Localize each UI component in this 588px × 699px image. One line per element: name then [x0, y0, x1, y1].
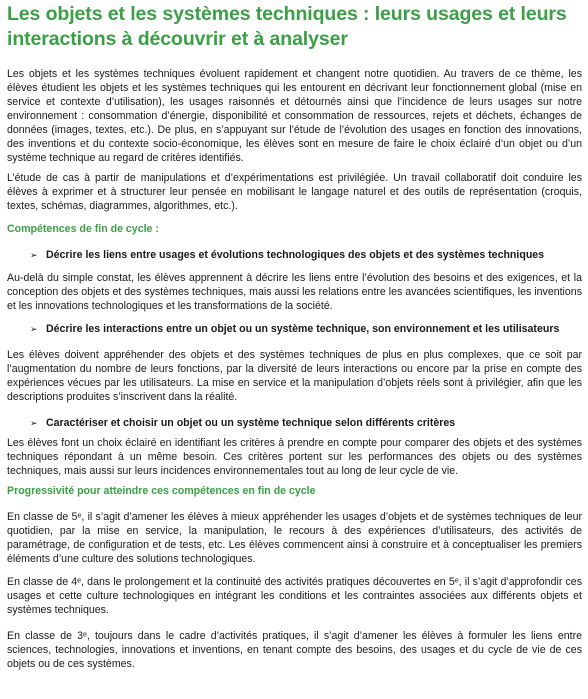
competence-paragraph-1: Au-delà du simple constat, les élèves apprennent à décrire les liens entre l’évolution des besoins et des exigences, et la conception des objets et des systèmes techniques, mais aussi les relations entre les avancées scientifiques, les inventions et les innovations technologiques et les transformations de la société. [7, 272, 582, 312]
competence-paragraph-3: Les élèves font un choix éclairé en identifiant les critères à prendre en compte pour comparer des objets et des systèmes techniques répondant à un même besoin. Ces critères portent sur les performances des objets ou des systèmes techniques, mais aussi sur leurs incidences environnementales tout au long de leur cycle de vie. [7, 437, 582, 477]
competence-heading-text: Caractériser et choisir un objet ou un système technique selon différents critères [46, 417, 456, 429]
progressivite-paragraph-4e: En classe de 4ᵉ, dans le prolongement et la continuité des activités pratiques découvertes en 5ᵉ, il s’agit d’approfondir ces usages et cette culture technologiques en intégrant les conditions et les contraintes associées aux différents objets et systèmes techniques. [7, 576, 582, 616]
competence-heading-2 [7, 322, 582, 336]
competence-paragraph-2: Les élèves doivent appréhender des objets et des systèmes techniques de plus en plus complexes, que ce soit par l’augmentation du nombre de leurs fonctions, par la diversité de leurs interactions ou encore par la prise en compte des expériences vécues par les utilisateurs. La mise en service et la manipulation d’objets réels sont à privilégier, afin que les descriptions produites s’inscrivent dans la réalité. [7, 349, 582, 403]
progressivite-paragraph-5e: En classe de 5ᵉ, il s’agit d’amener les élèves à mieux appréhender les usages d’objets et de systèmes techniques de leur quotidien, par la mise en service, la manipulation, le recours à des expériences d’utilisateurs, des activités de paramétrage, de configuration et de tests, etc. Les élèves commencent ainsi à construire et à conceptualiser les premiers éléments d’une culture des solutions technologiques. [7, 511, 582, 565]
competences-heading: Compétences de fin de cycle : [7, 223, 159, 235]
arrow-bullet-icon: ➢ [30, 324, 38, 334]
page-title: Les objets et les systèmes techniques : leurs usages et leurs interactions à découvrir et à analyser [7, 3, 567, 50]
progressivite-paragraph-3e: En classe de 3ᵉ, toujours dans le cadre d’activités pratiques, il s’agit d’amener les élèves à formuler les liens entre sciences, technologies, innovations et inventions, en tenant compte des besoins, des usages et du cycle de vie de ces objets ou de ces systèmes. [7, 630, 582, 670]
competence-heading-3 [7, 416, 582, 430]
competence-heading-1 [7, 248, 582, 262]
arrow-bullet-icon: ➢ [30, 418, 38, 428]
progressivite-heading: Progressivité pour atteindre ces compétences en fin de cycle [7, 485, 316, 497]
intro-paragraph-2: L’étude de cas à partir de manipulations et d’expérimentations est privilégiée. Un travail collaboratif doit conduire les élèves à exprimer et à structurer leur pensée en mobilisant le langage naturel et des outils de représentation (croquis, textes, schémas, diagrammes, algorithmes, etc.). [7, 172, 582, 212]
intro-paragraph-1: Les objets et les systèmes techniques évoluent rapidement et changent notre quotidien. Au travers de ce thème, les élèves étudient les objets et les systèmes techniques qui les entourent en décrivant leur fonctionnement global (mise en service et contexte d’utilisation), les usages raisonnés et détournés ainsi que l’incidence de leurs usages sur notre environnement : consommation d’énergie, disponibilité et consommation de ressources, rejets et déchets, échanges de données (images, textes, etc.). De plus, en s’appuyant sur l’étude de l’évolution des usages en fonction des innovations, des inventions et du contexte socio-économique, les élèves sont en mesure de faire le choix éclairé d’un objet ou d’un système technique au regard de critères identifiés. [7, 68, 582, 164]
competence-heading-text: Décrire les liens entre usages et évolutions technologiques des objets et des systèmes techniques [46, 249, 545, 261]
arrow-bullet-icon: ➢ [30, 250, 38, 260]
competence-heading-text: Décrire les interactions entre un objet ou un système technique, son environnement et les utilisateurs [46, 323, 560, 335]
